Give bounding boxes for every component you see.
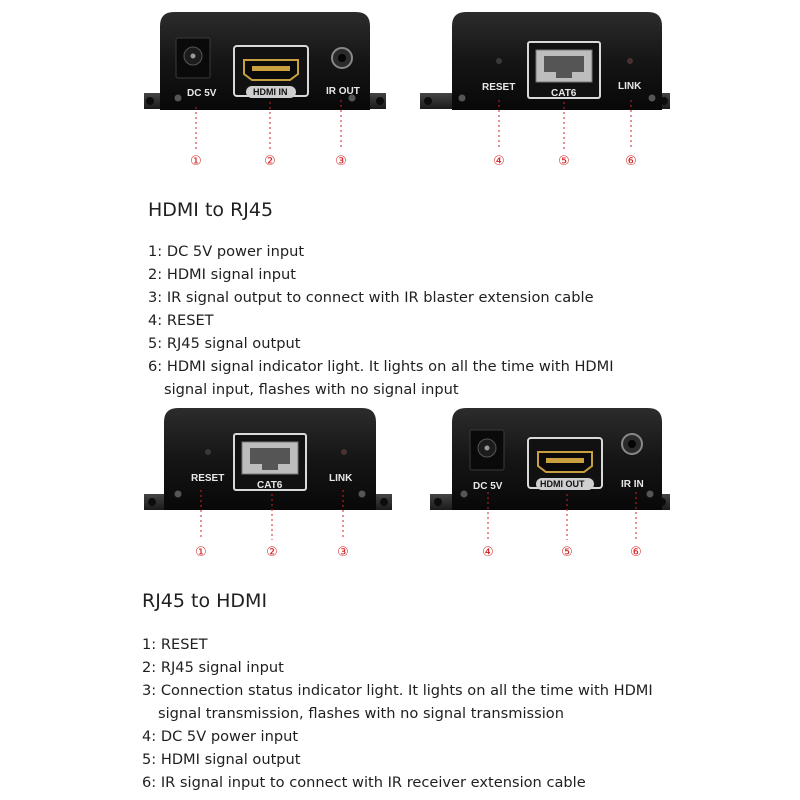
- callout-4: ④: [482, 545, 494, 560]
- list-item: 3: IR signal output to connect with IR blaster extension cable: [148, 289, 594, 306]
- description-list-rj45-to-hdmi: [142, 633, 653, 794]
- dc-5v-label: DC 5V: [473, 481, 503, 492]
- ir-out-label: IR OUT: [326, 86, 360, 97]
- list-item: 3: Connection status indicator light. It lights on all the time with HDMI: [142, 682, 653, 699]
- dc-5v-label: DC 5V: [187, 88, 217, 99]
- ir-out-jack: [332, 48, 352, 68]
- cat6-label: CAT6: [551, 88, 577, 99]
- dc-power-jack: [176, 38, 210, 78]
- description-list-hdmi-to-rj45: [148, 240, 614, 401]
- section-title-hdmi-to-rj45: HDMI to RJ45: [148, 199, 274, 221]
- reset-label: RESET: [191, 473, 225, 484]
- reset-button: [496, 58, 502, 64]
- mounting-hole: [424, 97, 432, 105]
- callout-4: ④: [493, 154, 505, 169]
- callout-2: ②: [264, 154, 276, 169]
- callout-5: ⑤: [561, 545, 573, 560]
- link-label: LINK: [329, 473, 353, 484]
- receiver-device: [144, 408, 392, 510]
- callout-6: ⑥: [625, 154, 637, 169]
- device-panels-rj45-to-hdmi: [0, 400, 800, 575]
- list-item: 2: HDMI signal input: [148, 266, 296, 283]
- ir-in-label: IR IN: [621, 479, 644, 490]
- hdmi-in-label: HDMI IN: [253, 87, 288, 97]
- screw: [461, 491, 468, 498]
- list-item: 1: DC 5V power input: [148, 243, 305, 260]
- hdmi-out-label: HDMI OUT: [540, 479, 585, 489]
- device-panels-hdmi-to-rj45: [0, 0, 800, 175]
- list-item: 1: RESET: [142, 636, 208, 653]
- screw: [359, 491, 366, 498]
- list-item: 5: HDMI signal output: [142, 751, 301, 768]
- callout-numbers: [190, 154, 637, 169]
- ir-in-jack: [622, 434, 642, 454]
- dc-power-jack: [470, 430, 504, 470]
- list-item-continuation: signal input, flashes with no signal input: [164, 381, 459, 398]
- list-item: 4: DC 5V power input: [142, 728, 299, 745]
- callout-3: ③: [335, 154, 347, 169]
- cat6-label: CAT6: [257, 480, 283, 491]
- list-item: 4: RESET: [148, 312, 214, 329]
- screw: [649, 95, 656, 102]
- screw: [175, 95, 182, 102]
- mounting-hole: [148, 498, 156, 506]
- screw: [175, 491, 182, 498]
- list-item-continuation: signal transmission, flashes with no signal transmission: [158, 705, 564, 722]
- link-led: [627, 58, 633, 64]
- callout-2: ②: [266, 545, 278, 560]
- callout-6: ⑥: [630, 545, 642, 560]
- transmitter-rear-device: [420, 12, 670, 110]
- callout-5: ⑤: [558, 154, 570, 169]
- transmitter-device: [144, 12, 386, 110]
- reset-label: RESET: [482, 82, 516, 93]
- callout-1: ①: [190, 154, 202, 169]
- mounting-hole: [146, 97, 154, 105]
- screw: [459, 95, 466, 102]
- link-label: LINK: [618, 81, 642, 92]
- section-title-rj45-to-hdmi: RJ45 to HDMI: [142, 590, 268, 612]
- mounting-hole: [380, 498, 388, 506]
- callout-3: ③: [337, 545, 349, 560]
- mounting-hole: [434, 498, 442, 506]
- receiver-rear-device: [430, 408, 670, 510]
- callout-numbers: [195, 545, 642, 560]
- list-item: 6: HDMI signal indicator light. It lights on all the time with HDMI: [148, 358, 614, 375]
- reset-button: [205, 449, 211, 455]
- list-item: 6: IR signal input to connect with IR receiver extension cable: [142, 774, 586, 791]
- mounting-hole: [376, 97, 384, 105]
- link-led: [341, 449, 347, 455]
- list-item: 5: RJ45 signal output: [148, 335, 301, 352]
- screw: [647, 491, 654, 498]
- callout-1: ①: [195, 545, 207, 560]
- list-item: 2: RJ45 signal input: [142, 659, 284, 676]
